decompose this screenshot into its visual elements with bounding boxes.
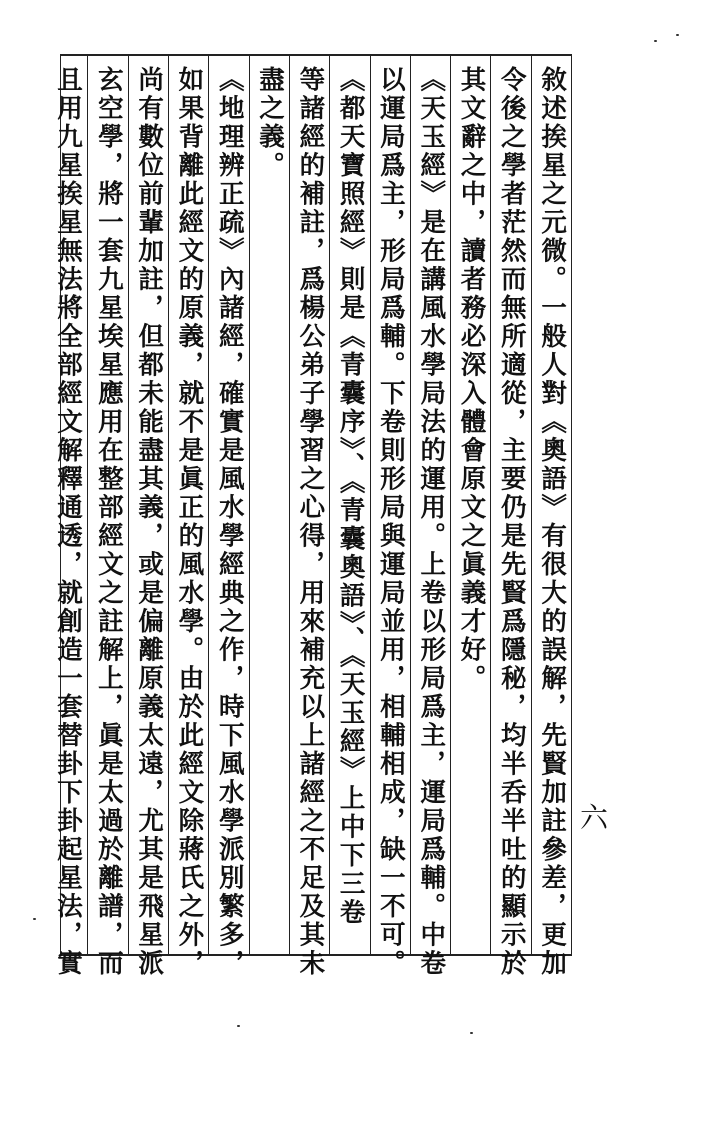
column-text: 玄空學，將一套九星埃星應用在整部經文之註解上，眞是太過於離譜，而 (93, 66, 124, 978)
column-text: 《天玉經》是在講風水學局法的運用。上卷以形局爲主，運局爲輔。中卷 (416, 66, 447, 978)
text-column (410, 56, 450, 978)
scan-speck (654, 40, 657, 42)
column-text: 令後之學者茫然而無所適從，主要仍是先賢爲隱秘，均半呑半吐的顯示於 (496, 66, 527, 978)
column-text: 敘述挨星之元微。一般人對《奧語》有很大的誤解，先賢加註參差，更加 (537, 66, 568, 978)
text-column (249, 56, 289, 954)
text-frame (53, 54, 572, 978)
scan-speck (470, 1032, 473, 1034)
column-text: 其文辭之中，讀者務必深入體會原文之眞義才好。 (456, 66, 487, 693)
column-text: 等諸經的補註，爲楊公弟子學習之心得，用來補充以上諸經之不足及其未 (295, 66, 326, 978)
column-text: 《都天寶照經》則是《青囊序》、《青囊奧語》、《天玉經》上中下三卷 (335, 66, 366, 927)
scan-speck (237, 1025, 240, 1027)
text-column (47, 56, 87, 978)
text-column (370, 56, 410, 978)
text-column (87, 56, 127, 978)
text-column (208, 56, 248, 978)
text-column (289, 56, 329, 978)
text-column (168, 56, 208, 978)
text-column (490, 56, 530, 978)
text-column (329, 56, 369, 954)
column-text: 以運局爲主，形局爲輔。下卷則形局與運局並用，相輔相成，缺一不可。 (375, 66, 406, 978)
column-text: 盡之義。 (255, 66, 286, 180)
scan-speck (33, 918, 36, 920)
text-column (531, 56, 571, 978)
text-column (128, 56, 168, 978)
column-text: 《地理辨正疏》內諸經，確實是風水學經典之作，時下風水學派別繁多， (214, 66, 245, 978)
text-column (450, 56, 490, 954)
vertical-text-columns (47, 56, 571, 978)
column-text: 且用九星挨星無法將全部經文解釋通透，就創造一套替卦下卦起星法，實 (53, 66, 84, 978)
column-text: 尚有數位前輩加註，但都未能盡其義，或是偏離原義太遠，尤其是飛星派 (134, 66, 165, 978)
scan-speck (676, 34, 679, 36)
column-text: 如果背離此經文的原義，就不是眞正的風水學。由於此經文除蔣氏之外， (174, 66, 205, 978)
page-number: 六 (580, 801, 609, 834)
